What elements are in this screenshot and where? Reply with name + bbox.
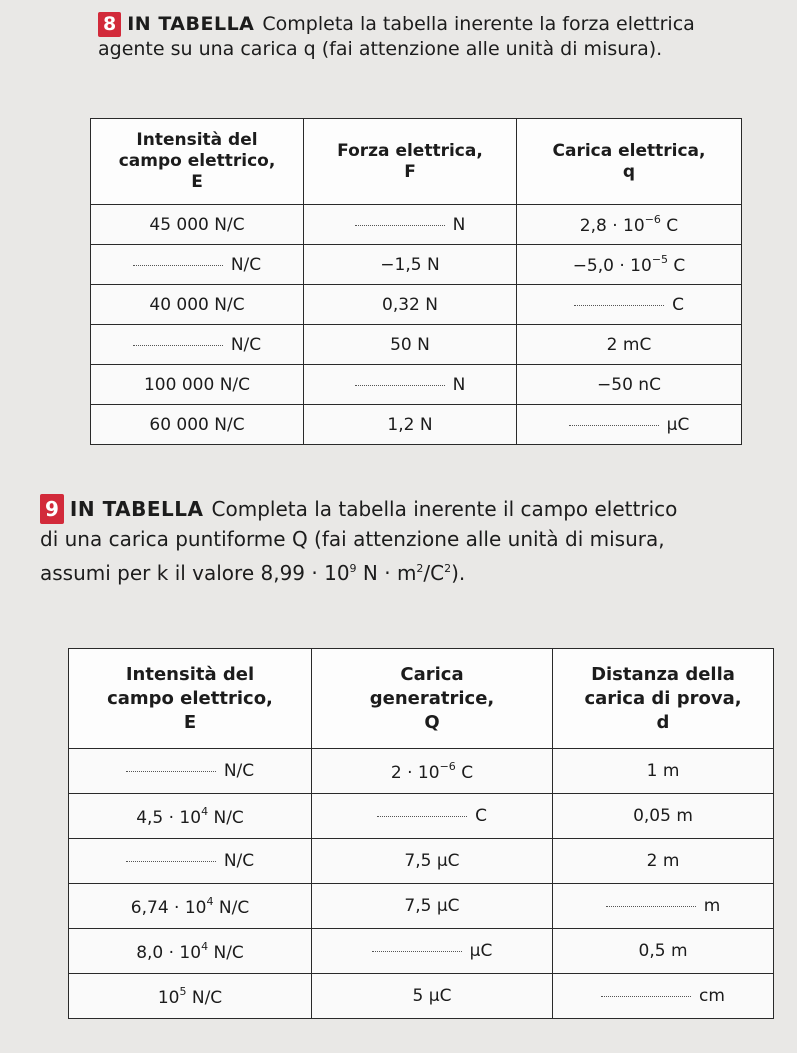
cell-value: 100 000 N/C — [143, 374, 251, 395]
cell-value: N — [452, 214, 466, 235]
table-cell — [91, 405, 304, 445]
exercise-text: Completa la tabella inerente la forza elettrica agente su una carica q (fai attenzione alle unità di misura). — [98, 13, 695, 60]
table-cell — [517, 245, 742, 285]
exercise-8-prompt — [98, 12, 758, 62]
exercise-number: 8 — [98, 12, 121, 37]
cell-value: 2 m — [646, 851, 680, 871]
header-field-intensity: Intensità del campo elettrico, E — [91, 119, 304, 205]
table-cell — [312, 974, 553, 1019]
cell-value: $4,5 \cdot 10^4$ N/C — [136, 804, 244, 828]
exercise-number: 9 — [40, 494, 64, 524]
table-cell — [553, 794, 774, 839]
table-cell — [91, 365, 304, 405]
cell-value: $-5,0 \cdot 10^{-5}$ C — [572, 253, 686, 276]
answer-blank — [569, 424, 659, 426]
cell-value: 0,5 m — [638, 941, 688, 961]
table-cell — [304, 325, 517, 365]
cell-value: 7,5 μC — [404, 851, 460, 871]
cell-value: 2 mC — [606, 334, 652, 355]
cell-value: m — [703, 896, 721, 916]
answer-blank — [133, 264, 223, 266]
cell-value: $6,74 \cdot 10^4$ N/C — [130, 894, 250, 918]
answer-blank — [355, 224, 445, 226]
cell-value: N/C — [230, 254, 262, 275]
answer-blank — [126, 770, 216, 772]
exercise-keyword: IN TABELLA — [69, 497, 204, 521]
cell-value: 5 μC — [412, 986, 452, 1006]
cell-value: N/C — [223, 761, 255, 781]
table-row — [69, 929, 774, 974]
cell-value: $10^5$ N/C — [157, 984, 223, 1008]
header-test-charge-distance: Distanza della carica di prova, d — [553, 649, 774, 749]
header-electric-force: Forza elettrica, F — [304, 119, 517, 205]
table-cell — [553, 749, 774, 794]
table-cell — [517, 285, 742, 325]
cell-value: −1,5 N — [380, 254, 440, 275]
table-row — [91, 405, 742, 445]
cell-value: N/C — [223, 851, 255, 871]
table-row — [91, 365, 742, 405]
cell-value: 1 m — [646, 761, 680, 781]
cell-value: $2 \cdot 10^{-6}$ C — [390, 759, 474, 783]
answer-blank — [601, 995, 691, 997]
table-cell — [553, 929, 774, 974]
table-cell — [312, 929, 553, 974]
table-row — [69, 974, 774, 1019]
header-source-charge: Carica generatrice, Q — [312, 649, 553, 749]
table-cell — [69, 839, 312, 884]
exercise-9-prompt — [40, 494, 700, 588]
cell-value: $2,8 \cdot 10^{-6}$ C — [579, 213, 679, 236]
header-field-intensity: Intensità del campo elettrico, E — [69, 649, 312, 749]
table-cell — [517, 325, 742, 365]
table-row — [91, 205, 742, 245]
table-cell — [553, 974, 774, 1019]
cell-value: μC — [666, 414, 690, 435]
cell-value: −50 nC — [597, 374, 661, 395]
table-cell — [69, 929, 312, 974]
table-cell — [91, 205, 304, 245]
table-header-row — [69, 649, 774, 749]
table-row — [69, 884, 774, 929]
cell-value: C — [475, 806, 487, 826]
table-cell — [312, 839, 553, 884]
table-row — [69, 794, 774, 839]
answer-blank — [355, 384, 445, 386]
answer-blank — [606, 905, 696, 907]
table-cell — [69, 884, 312, 929]
table-cell — [304, 405, 517, 445]
cell-value: C — [672, 294, 684, 315]
table-cell — [69, 794, 312, 839]
cell-value: 0,05 m — [633, 806, 693, 826]
cell-value: 7,5 μC — [404, 896, 460, 916]
answer-blank — [377, 815, 467, 817]
cell-value: N/C — [230, 334, 262, 355]
table-point-charge-field — [68, 648, 774, 1019]
table-cell — [312, 884, 553, 929]
table-cell — [304, 205, 517, 245]
answer-blank — [126, 860, 216, 862]
table-row — [91, 285, 742, 325]
cell-value: $8,0 \cdot 10^4$ N/C — [136, 939, 244, 963]
table-cell — [312, 794, 553, 839]
table-cell — [69, 974, 312, 1019]
table-cell — [312, 749, 553, 794]
answer-blank — [574, 304, 664, 306]
table-row — [69, 839, 774, 884]
answer-blank — [133, 344, 223, 346]
cell-value: cm — [699, 986, 725, 1006]
exercise-text: Completa la tabella inerente il campo elettrico di una carica puntiforme Q (fai attenzione alle unità di misura, assumi per k il valore $8,99 \cdot 10^9$ $N \cdot m^2/C^2$). — [40, 497, 678, 585]
cell-value: 40 000 N/C — [149, 294, 245, 315]
cell-value: 60 000 N/C — [149, 414, 245, 435]
table-cell — [553, 839, 774, 884]
table-cell — [91, 325, 304, 365]
table-cell — [304, 365, 517, 405]
cell-value: μC — [469, 941, 493, 961]
cell-value: N — [452, 374, 466, 395]
table-cell — [91, 285, 304, 325]
table-cell — [69, 749, 312, 794]
table-cell — [304, 245, 517, 285]
table-row — [69, 749, 774, 794]
table-electric-force — [90, 118, 742, 445]
cell-value: 0,32 N — [382, 294, 438, 315]
cell-value: 45 000 N/C — [149, 214, 245, 235]
table-header-row — [91, 119, 742, 205]
exercise-keyword: IN TABELLA — [127, 13, 255, 35]
answer-blank — [372, 950, 462, 952]
table-row — [91, 245, 742, 285]
table-row — [91, 325, 742, 365]
cell-value: 50 N — [390, 334, 430, 355]
table-cell — [517, 205, 742, 245]
table-cell — [91, 245, 304, 285]
table-cell — [553, 884, 774, 929]
table-cell — [517, 405, 742, 445]
cell-value: 1,2 N — [387, 414, 433, 435]
table-cell — [517, 365, 742, 405]
header-electric-charge: Carica elettrica, q — [517, 119, 742, 205]
table-cell — [304, 285, 517, 325]
